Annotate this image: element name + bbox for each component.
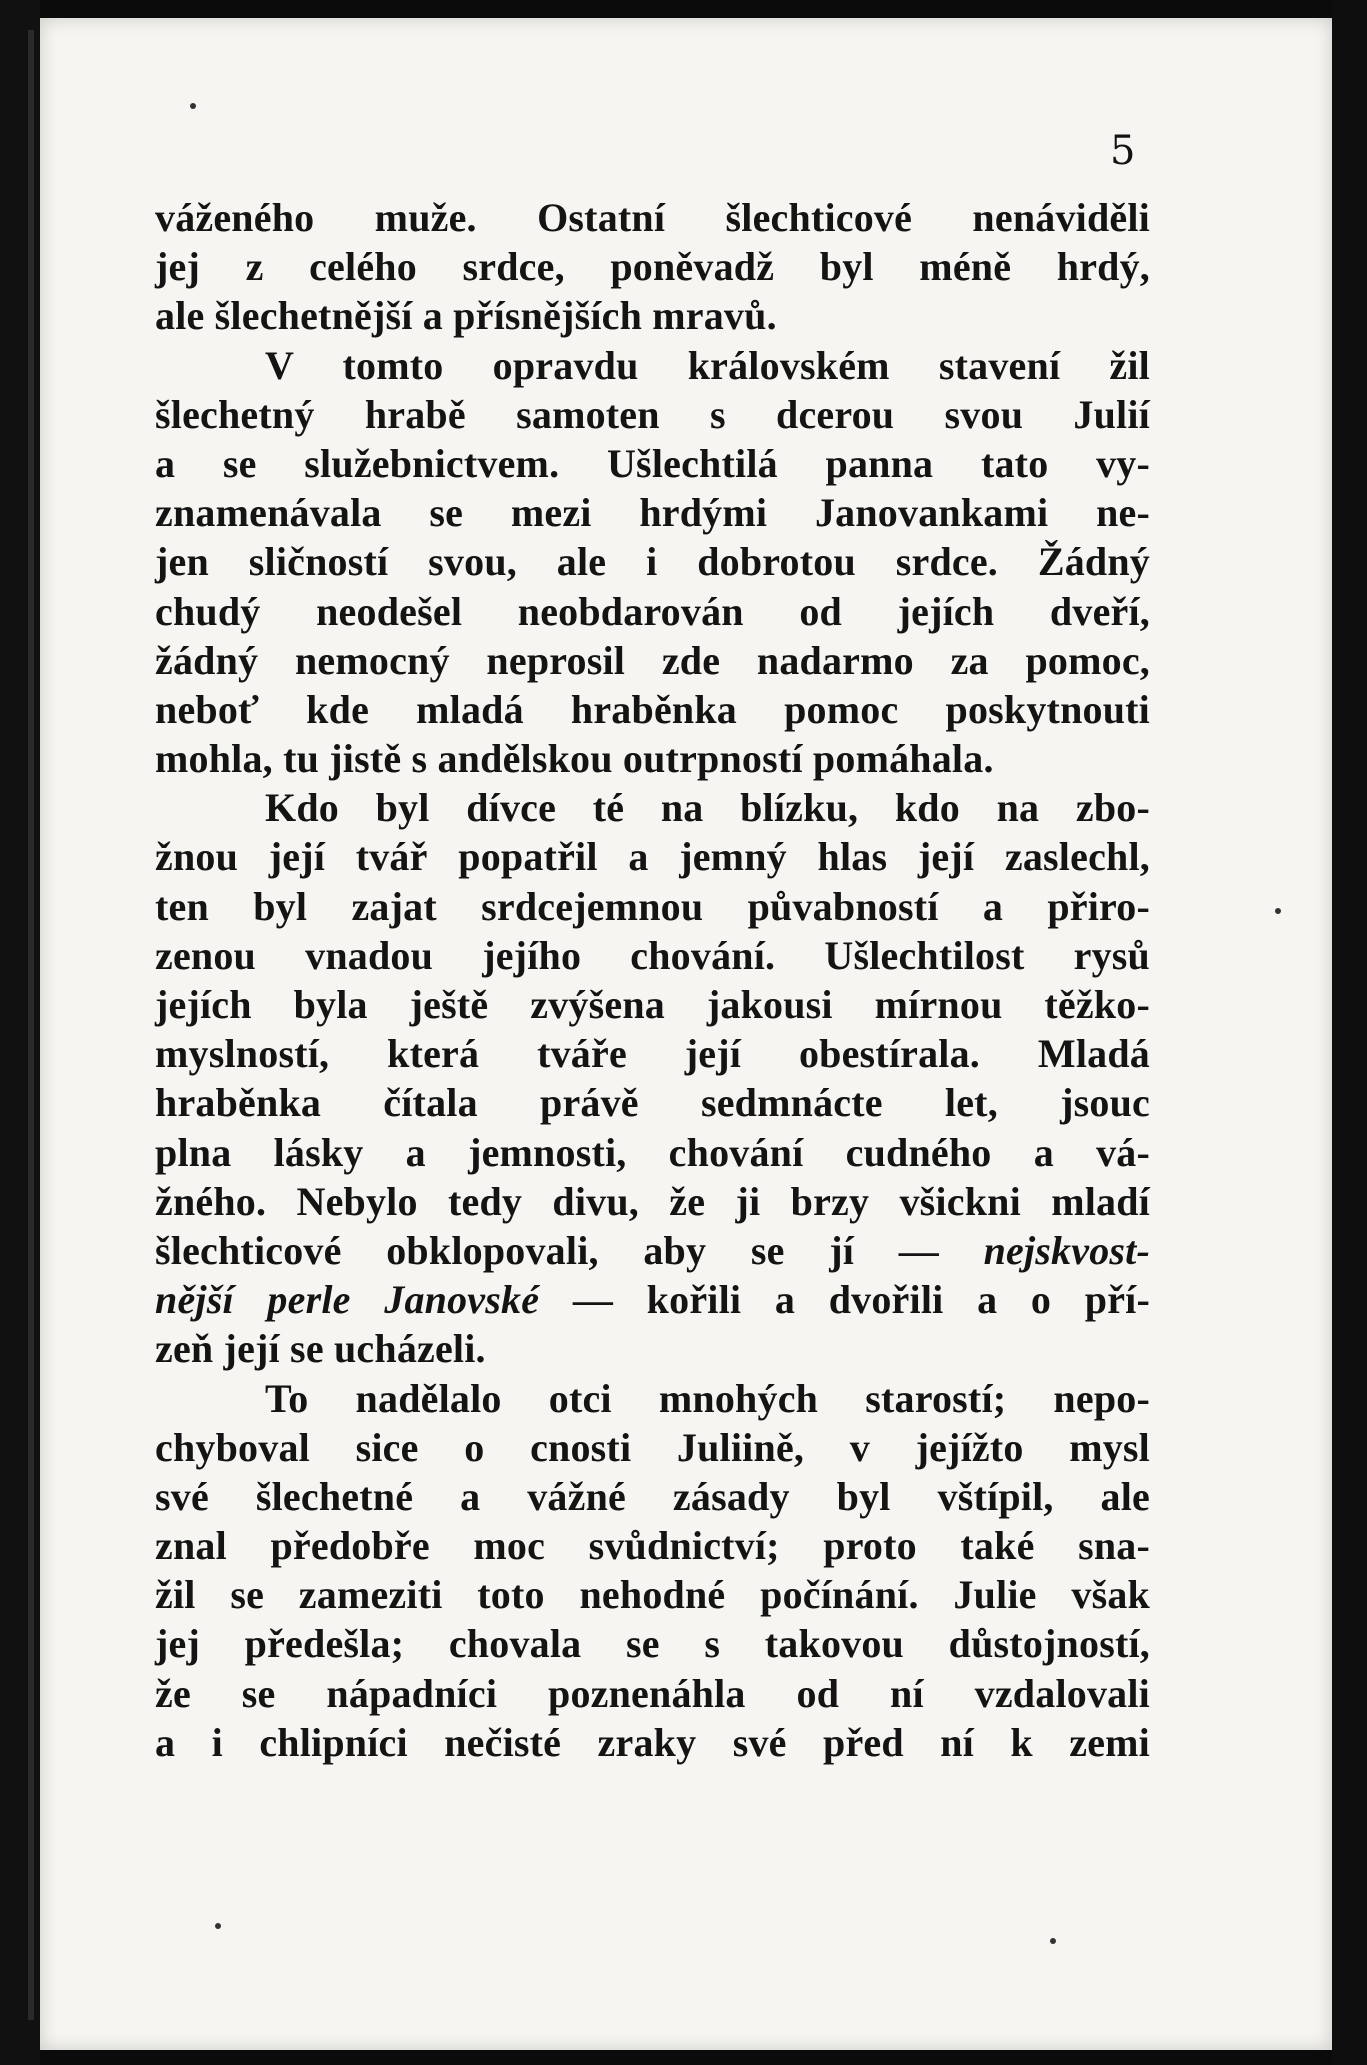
text-line: ten byl zajat srdcejemnou půvabností a přiro- xyxy=(155,883,1150,929)
text-line: mohla, tu jistě s andělskou outrpností pomáhala. xyxy=(155,736,994,782)
text-line: chudý neodešel neobdarován od jejích dveří, xyxy=(155,588,1150,634)
text-line: myslností, která tváře její obestírala. Mladá xyxy=(155,1031,1150,1077)
text-line: žil se zameziti toto nehodné počínání. Julie však xyxy=(155,1572,1150,1618)
text-line: hraběnka čítala právě sedmnácte let, jsouc xyxy=(155,1080,1150,1126)
text-line-mixed xyxy=(155,1226,1150,1275)
page-number: 5 xyxy=(1110,128,1136,174)
text-line: žného. Nebylo tedy divu, že ji brzy všickni mladí xyxy=(155,1178,1150,1224)
text-line: V tomto opravdu královském stavení žil xyxy=(265,342,1150,388)
speck xyxy=(1275,908,1281,914)
text-line: jej předešla; chovala se s takovou důstojností, xyxy=(155,1621,1150,1667)
text-line: jejích byla ještě zvýšena jakousi mírnou těžko- xyxy=(155,982,1150,1027)
text-line: zeň její se ucházeli. xyxy=(155,1326,486,1372)
scan-left-edge xyxy=(0,0,40,2065)
text-line: šlechetný hrabě samoten s dcerou svou Julií xyxy=(155,391,1150,437)
text-line: neboť kde mladá hraběnka pomoc poskytnouti xyxy=(155,686,1150,732)
text-line: Kdo byl dívce té na blízku, kdo na zbo- xyxy=(265,785,1150,831)
speck xyxy=(1050,1938,1056,1944)
text-line: jej z celého srdce, poněvadž byl méně hrdý, xyxy=(155,244,1150,290)
speck xyxy=(215,1923,221,1929)
text-line: jen sličností svou, ale i dobrotou srdce. Žádný xyxy=(155,539,1150,585)
text-line: a i chlipníci nečisté zraky své před ní k zemi xyxy=(155,1719,1150,1765)
text-fragment: šlechticové obklopovali, aby se jí — xyxy=(155,1227,939,1273)
text-line-mixed xyxy=(155,1275,1150,1324)
speck xyxy=(190,103,196,109)
text-line: žnou její tvář popatřil a jemný hlas její zaslechl, xyxy=(155,834,1150,880)
text-line: a se služebnictvem. Ušlechtilá panna tato vy- xyxy=(155,440,1150,486)
text-line: ale šlechetnější a přísnějších mravů. xyxy=(155,293,777,339)
body-text xyxy=(155,193,1150,1767)
italic-fragment: nejskvost- xyxy=(983,1227,1150,1273)
text-line: znal předobře moc svůdnictví; proto také sna- xyxy=(155,1523,1150,1569)
text-line: To nadělalo otci mnohých starostí; nepo- xyxy=(265,1375,1150,1421)
text-line: chyboval sice o cnosti Juliině, v jejížto mysl xyxy=(155,1424,1150,1470)
text-line: znamenávala se mezi hrdými Janovankami ne- xyxy=(155,490,1150,536)
text-line: že se nápadníci poznenáhla od ní vzdalovali xyxy=(155,1670,1150,1716)
text-line: zenou vnadou jejího chování. Ušlechtilost rysů xyxy=(155,932,1150,978)
scan-right-edge xyxy=(1332,0,1367,2065)
text-line: své šlechetné a vážné zásady byl vštípil, ale xyxy=(155,1473,1150,1519)
text-line: plna lásky a jemnosti, chování cudného a vá- xyxy=(155,1129,1150,1175)
italic-fragment: nější perle Janovské xyxy=(155,1277,540,1323)
binding-rule xyxy=(28,30,34,2020)
text-line: váženého muže. Ostatní šlechticové nenáviděli xyxy=(155,195,1150,240)
text-fragment: — kořili a dvořili a o pří- xyxy=(572,1277,1151,1323)
text-line: žádný nemocný neprosil zde nadarmo za pomoc, xyxy=(155,637,1150,683)
